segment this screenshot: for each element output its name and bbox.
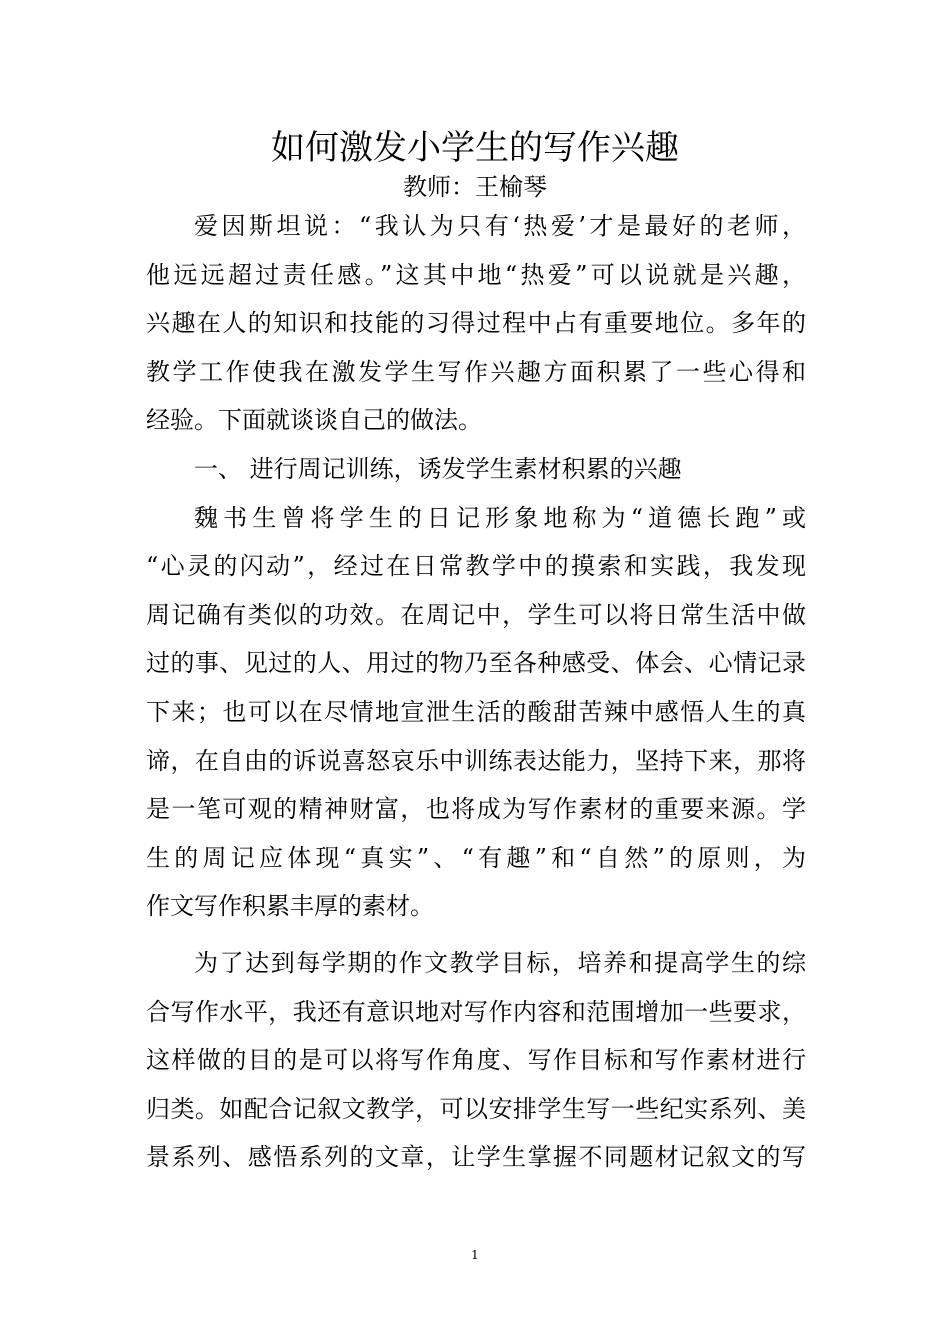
- paragraph-line: 过的事、见过的人、用过的物乃至各种感受、体会、心情记录: [146, 649, 806, 678]
- paragraph-line: 是一笔可观的精神财富，也将成为写作素材的重要来源。学: [146, 795, 806, 824]
- paragraph-line: 归类。如配合记叙文教学，可以安排学生写一些纪实系列、美: [146, 1094, 806, 1123]
- section-heading-1: [146, 445, 806, 494]
- paragraph-2: [146, 494, 806, 931]
- paragraph-line: 爱因斯坦说：“我认为只有‘热爱’才是最好的老师，: [194, 212, 806, 240]
- paragraph-line: 他远远超过责任感。”这其中地“热爱”可以说就是兴趣，: [146, 260, 806, 289]
- paragraph-line: 这样做的目的是可以将写作角度、写作目标和写作素材进行: [146, 1046, 806, 1075]
- paragraph-line: “心灵的闪动”，经过在日常教学中的摸索和实践，我发现: [146, 552, 806, 581]
- page-number: 1: [471, 1248, 479, 1262]
- paragraph-line: 谛，在自由的诉说喜怒哀乐中训练表达能力，坚持下来，那将: [146, 746, 806, 775]
- document-author: 教师：王榆琴: [403, 173, 547, 201]
- paragraph-line: 教学工作使我在激发学生写作兴趣方面积累了一些心得和: [146, 357, 806, 386]
- document-body: [146, 202, 806, 1182]
- paragraph-line: 兴趣在人的知识和技能的习得过程中占有重要地位。多年的: [146, 309, 806, 338]
- paragraph-line: 周记确有类似的功效。在周记中，学生可以将日常生活中做: [146, 600, 806, 629]
- paragraph-line: 经验。下面就谈谈自己的做法。: [146, 406, 482, 435]
- paragraph-line: 下来；也可以在尽情地宣泄生活的酸甜苦辣中感悟人生的真: [146, 697, 806, 726]
- paragraph-line: 生的周记应体现“真实”、“有趣”和“自然”的原则，为: [146, 843, 806, 872]
- section-heading: 一、 进行周记训练，诱发学生素材积累的兴趣: [194, 454, 682, 483]
- paragraph-3: [146, 939, 806, 1182]
- paragraph-line: 合写作水平，我还有意识地对写作内容和范围增加一些要求，: [146, 997, 806, 1026]
- paragraph-gap: [146, 931, 806, 939]
- paragraph-line: 为了达到每学期的作文教学目标，培养和提高学生的综: [194, 948, 806, 977]
- paragraph-1: [146, 202, 806, 445]
- paragraph-line: 作文写作积累丰厚的素材。: [146, 892, 434, 921]
- document-title: 如何激发小学生的写作兴趣: [271, 128, 679, 168]
- paragraph-line: 景系列、感悟系列的文章，让学生掌握不同题材记叙文的写: [146, 1143, 806, 1172]
- paragraph-line: 魏书生曾将学生的日记形象地称为“道德长跑”或: [194, 503, 806, 532]
